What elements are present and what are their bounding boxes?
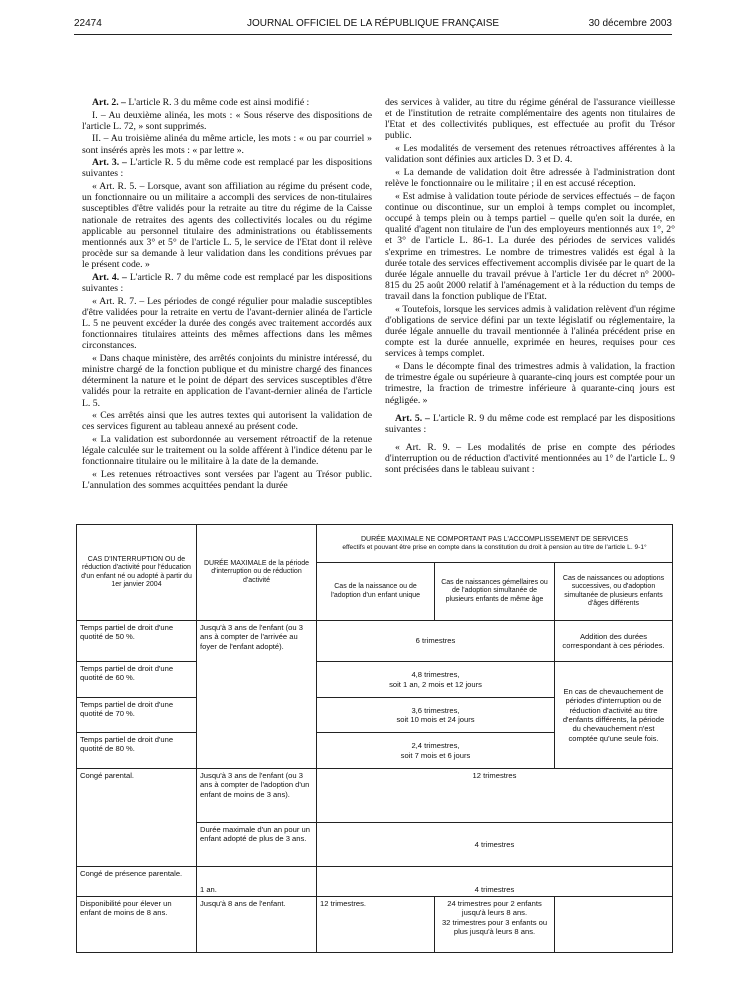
paragraph-text: « La validation est subordonnée au versement rétroactif de la retenue légale calculée sur le traitement ou la solde afférent à l'indice détenu par le fonctionnaire titulaire ou le militaire à la date de la demande. xyxy=(82,434,372,468)
value-80 xyxy=(317,733,555,769)
paragraph xyxy=(385,191,675,303)
conge-parental-duree-1: Jusqu'à 3 ans de l'enfant (ou 3 ans à compter de l'adoption d'un enfant de moins de 3 ans). xyxy=(197,769,317,823)
header-group xyxy=(317,525,673,563)
paragraph-text: L'article R. 3 du même code est ainsi modifié : xyxy=(125,97,310,108)
row-label-70: Temps partiel de droit d'une quotité de 70 %. xyxy=(77,698,197,733)
header-rule xyxy=(74,34,672,35)
paragraph-text: « Art. R. 7. – Les périodes de congé régulier pour maladie susceptibles d'être validées pour la retraite en vertu de l'avant-dernier alinéa de l'article L. 5 ne peuvent excéder la durée des congés avec traitement accordés aux fonctionnaires titulaires atteints des mêmes affections dans les mêmes circonstances. xyxy=(82,295,372,352)
header-duree: DURÉE MAXIMALE de la période d'interruption ou de réduction d'activité xyxy=(197,525,317,621)
paragraph-text: I. – Au deuxième alinéa, les mots : « Sous réserve des dispositions de l'article L. 72, » sont supprimés. xyxy=(82,109,372,132)
paragraph-text: « Toutefois, lorsque les services admis à validation relèvent d'un régime d'obligations de service défini par un texte législatif ou réglementaire, la durée légale annuelle du travail mentionnée à l'alinéa précédent prise en compte est la durée annuelle, exprimée en heures, requises pour ces services à temps complet. xyxy=(385,303,675,360)
paragraph-text: « Art. R. 9. – Les modalités de prise en compte des périodes d'interruption ou de réduction d'activité mentionnées au 1° de l'article L. 9 sont précisées dans le tableau suivant : xyxy=(385,442,675,476)
paragraph xyxy=(82,97,372,108)
value-60 xyxy=(317,662,555,698)
disponibilite-value-2 xyxy=(435,897,555,953)
paragraph xyxy=(82,410,372,432)
paragraph xyxy=(385,442,675,475)
article-lead: Art. 2. – xyxy=(92,97,126,108)
tp-duree: Jusqu'à 3 ans de l'enfant (ou 3 ans à compter de l'arrivée au foyer de l'enfant adopté). xyxy=(197,621,317,769)
paragraph xyxy=(385,361,675,406)
header-successives: Cas de naissances ou adoptions successives, ou d'adoption simultanée de plusieurs enfants d'âges différents xyxy=(555,563,673,621)
paragraph xyxy=(385,143,675,165)
article-lead: Art. 3. – xyxy=(92,157,127,169)
paragraph xyxy=(82,181,372,270)
disponibilite-duree: Jusqu'à 8 ans de l'enfant. xyxy=(197,897,317,953)
page-number: 22474 xyxy=(74,18,102,29)
header-group-subtitle: effectifs et pouvant être prise en compte dans la constitution du droit à pension au titre de l'article L. 9-1° xyxy=(342,543,647,551)
disponibilite-value-3 xyxy=(555,897,673,953)
paragraph-text: L'article R. 9 du même code est remplacé par les dispositions suivantes : xyxy=(385,412,675,435)
paragraph-text: « La demande de validation doit être adressée à l'administration dont relève le fonctionnaire ou le militaire ; il en est accusé réception. xyxy=(385,166,675,190)
paragraph xyxy=(385,413,675,435)
paragraph-text: « Dans le décompte final des trimestres admis à validation, la fraction de trimestre égale ou supérieure à quarante-cinq jours est comptée pour un trimestre, la fraction de trimestre inférieure à quarante-cinq jours est négligée. » xyxy=(385,361,675,406)
presence-parentale-label: Congé de présence parentale. xyxy=(77,867,197,897)
paragraph xyxy=(82,272,372,294)
header-group-title: DURÉE MAXIMALE NE COMPORTANT PAS L'ACCOMPLISSEMENT DE SERVICES xyxy=(360,535,628,543)
issue-date: 30 décembre 2003 xyxy=(588,18,672,29)
value-60-soit: soit 1 an, 2 mois et 12 jours xyxy=(389,679,482,689)
header-cas: CAS D'INTERRUPTION OU de réduction d'activité pour l'éducation d'un enfant né ou adopté à partir du 1er janvier 2004 xyxy=(77,525,197,621)
row-label-50: Temps partiel de droit d'une quotité de 50 %. xyxy=(77,621,197,662)
presence-parentale-duree: 1 an. xyxy=(197,867,317,897)
right-column xyxy=(385,97,675,513)
paragraph xyxy=(82,353,372,409)
paragraph xyxy=(82,133,372,155)
conge-parental-value-2: 4 trimestres xyxy=(317,823,673,867)
journal-title: JOURNAL OFFICIEL DE LA RÉPUBLIQUE FRANÇAISE xyxy=(246,18,500,29)
paragraph-text: « Dans chaque ministère, des arrêtés conjoints du ministre intéressé, du ministre chargé de la fonction publique et du ministre chargé des finances déterminent la nature et le point de départ des services susceptibles d'être validés pour la retraite en application de l'avant-dernier alinéa de l'article L. 5. xyxy=(82,352,372,409)
left-column xyxy=(82,97,372,513)
paragraph xyxy=(82,469,372,491)
disponibilite-value-2a: 24 trimestres pour 2 enfants jusqu'à leurs 8 ans. xyxy=(447,899,542,918)
paragraph-text: « Les modalités de versement des retenues rétroactives afférentes à la validation sont définies aux articles D. 3 et D. 4. xyxy=(385,143,675,166)
value-70-trimestres: 3,6 trimestres, xyxy=(411,705,460,715)
paragraph-text: « Est admise à validation toute période de services effectués – de façon continue ou discontinue, sur un emploi à temps complet ou incomplet, occupé à temps plein ou à temps partiel – quelle qu'en soit la durée, en qualité d'agent non titulaire de l'un des employeurs mentionnés aux 1°, 2° et 3° de l'article L. 86-1. La durée des périodes de services validés s'exprime en trimestres. Le nombre de trimestres validés est égal à la durée totale des services effectivement accomplis divisée par le quart de la durée légale annuelle du travail prévue à l'article 1er du décret n° 2000-815 du 25 août 2000 relatif à l'aménagement et à la réduction du temps de travail dans la fonction publique de l'Etat. xyxy=(385,190,675,303)
value-70-soit: soit 10 mois et 24 jours xyxy=(396,715,475,724)
value-50: 6 trimestres xyxy=(317,621,555,662)
article-lead: Art. 4. – xyxy=(92,271,127,283)
paragraph-text: des services à valider, au titre du régime général de l'assurance vieillesse et de l'institution de retraite complémentaire des agents non titulaires de l'Etat et des collectivités publiques, est effectuée au profit du Trésor public. xyxy=(385,97,675,142)
value-80-trimestres: 2,4 trimestres, xyxy=(411,741,460,751)
addition-note: Addition des durées correspondant à ces périodes. xyxy=(555,621,673,662)
disponibilite-value-1: 12 trimestres. xyxy=(317,897,435,953)
value-70 xyxy=(317,698,555,733)
paragraph xyxy=(385,304,675,360)
disponibilite-label: Disponibilité pour élever un enfant de moins de 8 ans. xyxy=(77,897,197,953)
header-gemellaires: Cas de naissances gémellaires ou de l'adoption simultanée de plusieurs enfants de même âge xyxy=(435,563,555,621)
value-60-trimestres: 4,8 trimestres, xyxy=(411,670,460,680)
paragraph-text: « Les retenues rétroactives sont versées par l'agent au Trésor public. L'annulation des sommes acquittées pendant la durée xyxy=(82,469,372,492)
paragraph xyxy=(385,167,675,189)
paragraph xyxy=(82,110,372,132)
chevauchement-note: En cas de chevauchement de périodes d'interruption ou de réduction d'activité au titre d'enfants différents, la période du chevauchement n'est comptée qu'une seule fois. xyxy=(555,662,673,769)
paragraph-text: « Ces arrêtés ainsi que les autres textes qui autorisent la validation de ces services figurent au tableau annexé au présent code. xyxy=(82,410,372,433)
paragraph xyxy=(82,296,372,352)
header-enfant-unique: Cas de la naissance ou de l'adoption d'un enfant unique xyxy=(317,563,435,621)
paragraph-text: « Art. R. 5. – Lorsque, avant son affiliation au régime du présent code, un fonctionnaire ou un militaire a accompli des services de non-titulaires susceptibles d'être validés pour la retraite au titre du régime de la Caisse nationale de retraites des agents des collectivités locales ou du régime applicable au personnel titulaire des administrations ou établissements mentionnés aux 3° et 5° de l'article L. 5, le service de l'Etat dont il relève procède sur sa demande à leur validation dans les conditions prévues par le présent code. » xyxy=(82,181,372,271)
page-header xyxy=(74,18,672,32)
row-label-80: Temps partiel de droit d'une quotité de 80 %. xyxy=(77,733,197,769)
paragraph-text: L'article R. 7 du même code est remplacé par les dispositions suivantes : xyxy=(82,271,372,294)
conge-parental-label: Congé parental. xyxy=(77,769,197,867)
presence-parentale-value: 4 trimestres xyxy=(317,867,673,897)
article-lead: Art. 5. – xyxy=(395,412,430,424)
value-80-soit: soit 7 mois et 6 jours xyxy=(400,750,471,760)
paragraph-text: II. – Au troisième alinéa du même article, les mots : « ou par courriel » sont insérés après les mots : « par lettre ». xyxy=(82,133,372,156)
paragraph xyxy=(385,97,675,142)
row-label-60: Temps partiel de droit d'une quotité de 60 %. xyxy=(77,662,197,698)
conge-parental-duree-2: Durée maximale d'un an pour un enfant adopté de plus de 3 ans. xyxy=(197,823,317,867)
paragraph-text: L'article R. 5 du même code est remplacé par les dispositions suivantes : xyxy=(82,157,372,180)
disponibilite-value-2b: 32 trimestres pour 3 enfants ou plus jusqu'à leurs 8 ans. xyxy=(441,917,548,936)
conge-parental-value-1: 12 trimestres xyxy=(317,769,673,823)
validation-table xyxy=(76,524,673,953)
paragraph xyxy=(82,157,372,179)
paragraph xyxy=(82,434,372,467)
